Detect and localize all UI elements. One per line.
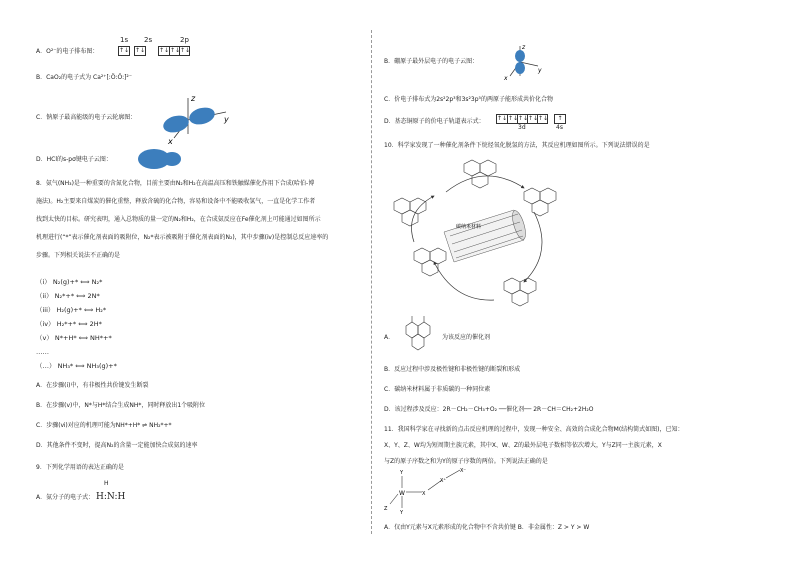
orbital-box-2p: ↑↓ ↑↓ ↑↓ (159, 47, 191, 54)
svg-text:Z: Z (384, 506, 388, 512)
q8-option-a: A．在步骤(ⅰ)中，有非极性共价键发生断裂 (36, 382, 149, 389)
hcl-electron-cloud (136, 146, 184, 172)
pyrene-dione-structure (398, 312, 438, 352)
nh3-electron-formula: H H:N:H (96, 480, 126, 502)
svg-text:x: x (168, 137, 173, 146)
orbital-box-2s: ↑↓ (135, 47, 146, 54)
orbital-box-4s: ↑ (554, 114, 566, 124)
q-prev-right-option-d: D．基态铜原子的价电子轨道表示式： (384, 118, 485, 125)
q8-option-d: D．其他条件不变时，提高N₂的含量一定能加快合成氨的速率 (36, 442, 198, 449)
carbon-nanotube (444, 209, 528, 262)
svg-text:X⁻: X⁻ (460, 468, 467, 474)
cu-orbital-diagram: ↑↓ ↑↓ ↑↓ ↑↓ ↑↓ ↑ 3d 4s (496, 114, 566, 124)
q10-option-a: A． (384, 334, 395, 341)
question-10-title: 10．科学家发现了一种催化剂条件下烷烃氧化脱氢的方法，其反应机理如图所示。下列说法错误的是 (384, 142, 650, 149)
svg-text:Y: Y (400, 510, 404, 516)
q11-options: A．仅由Y元素与X元素形成的化合物中不含共价键 B．非金属性：Z > Y > W (384, 524, 590, 531)
svg-text:z: z (191, 94, 196, 103)
svg-text:Y: Y (400, 470, 404, 476)
svg-text:z: z (522, 44, 526, 51)
svg-text:X: X (422, 491, 426, 497)
exam-page: A．O²⁻的电子排布图： 1s 2s 2p ↑↓ ↑↓ ↑↓ ↑↓ ↑↓ B．CaO₂的电子式为 Ca²⁺[:Ö:Ö:]²⁻ C．钠原子最高能级的电子云轮廓图： z y x D．HCl的s-pσ键电子云图： 8．氨气(NH₃)是一种重要的含氮化合物，目前主要由N₂和H₂在高温高压和铁触媒催化作用下合成(哈伯-博 施法)。H₂主要来自煤炭的催化重整，释放含硫的化合物，容易和设备中不能吸收氢气，一直是化学工作者 找到太快的目标。研究表明，通入总物质的量一定的N₂和H₂，在合成氨反应在Fe催化剂上可能通过如图所示 机理进行(“*”表示催化剂表面的吸附位，N₂*表示被吸附于催化剂表面的N₂)，其中步骤(ⅳ)是控制总反应速率的 步骤。下列相关说法不正确的是 （i） N₂(g)+* ⟺ N₂* （ii） N₂*+* ⟺ 2N* （iii） H₂(g)+* ⟺ H₂* （iv） H₂*+* ⟺ 2H* （v） N*+H* ⟺ NH*+* …… （…） NH₃* ⟺ NH₃(g)+* A．在步骤(ⅰ)中，有非极性共价键发生断裂 B．在步骤(ⅴ)中，N*与H*结合生成NH*，同时释放出1个吸附位 C．步骤(ⅵ)对应的机理可能为NH*+H* ⇌ NH₂*+* D．其他条件不变时，提高N₂的含量一定能加快合成氨的速率 9．下列化学用语的表达正确的是 A．氨分子的电子式： H H:N:H B．硼原子最外层电子的电子云图： z y x C．价电子排布式为2s²2p³和3s²3p⁵的两原子能形成共价化合物 D．基态铜原子的价电子轨道表示式： ↑↓ ↑↓ ↑↓ ↑↓ ↑↓ ↑ 3d 4s 10．科学家发现了一种催化剂条件下烷烃氧化脱氢的方法，其反应机理如图所示。下列说法错误的是 碳纳米材料 A． 为该反应的催化剂 B．反应过程中涉及极性键和非极性键的断裂和形成 C．碳纳米材料属于非质碳的一种同位素 D．该过程涉及反应：2R－CH₂－CH₃+O₂ ──催化剂── 2R－CH＝CH₂+2H₂O 11．我国科学家在寻找新的点击反应机理的过程中，发现一种安全、高效的合成化合物M(结构简式如图)，已知： X、Y、Z、W均为短周期主族元素，其中X、W、Z的最外层电子数相等依次增大，Y与Z同一主族元素，X 与Z的原子序数之和为Y的原子序数的两倍。下列说法正确的是 Y W Y Z X X⁺ X⁻ A．仅由Y元素与X元素形成的化合物中不含共价键 B．非金属性：Z > Y > W (0, 0, 794, 562)
q-prev-option-c: C．钠原子最高能级的电子云轮廓图： (36, 114, 137, 121)
q-prev-right-option-b: B．硼原子最外层电子的电子云图： (384, 58, 479, 65)
orbital-box-1s: ↑↓ (119, 47, 130, 54)
sodium-orbital-figure (158, 92, 232, 146)
svg-text:x: x (504, 75, 508, 82)
svg-text:碳纳米材料: 碳纳米材料 (456, 224, 482, 230)
q-prev-option-b: B．CaO₂的电子式为 Ca²⁺[:Ö:Ö:]²⁻ (36, 74, 133, 81)
q10-option-d: D．该过程涉及反应：2R－CH₂－CH₃+O₂ ──催化剂── 2R－CH＝CH₂+2H₂O (384, 406, 594, 413)
svg-text:y: y (224, 115, 229, 124)
svg-text:y: y (538, 67, 542, 74)
column-divider (371, 30, 372, 534)
reaction-mechanism-diagram (384, 152, 584, 312)
q-prev-option-d: D．HCl的s-pσ键电子云图： (36, 156, 112, 163)
q10-option-b: B．反应过程中涉及极性键和非极性键的断裂和形成 (384, 366, 521, 373)
question-9-title: 9．下列化学用语的表达正确的是 (36, 464, 124, 471)
q8-option-c: C．步骤(ⅵ)对应的机理可能为NH*+H* ⇌ NH₂*+* (36, 422, 172, 429)
q8-option-b: B．在步骤(ⅴ)中，N*与H*结合生成NH*，同时释放出1个吸附位 (36, 402, 206, 409)
q-prev-right-option-c: C．价电子排布式为2s²2p³和3s²3p⁵的两原子能形成共价化合物 (384, 96, 553, 103)
boron-orbital-figure (498, 42, 544, 82)
compound-m-structure (384, 466, 504, 522)
q9-option-a: A．氨分子的电子式： H H:N:H (36, 480, 126, 502)
svg-text:X⁺: X⁺ (440, 478, 447, 484)
orbital-box-3d: ↑↓ ↑↓ ↑↓ ↑↓ ↑↓ (497, 115, 549, 122)
svg-text:W: W (399, 490, 405, 497)
q10-option-c: C．碳纳米材料属于非质碳的一种同位素 (384, 386, 491, 393)
